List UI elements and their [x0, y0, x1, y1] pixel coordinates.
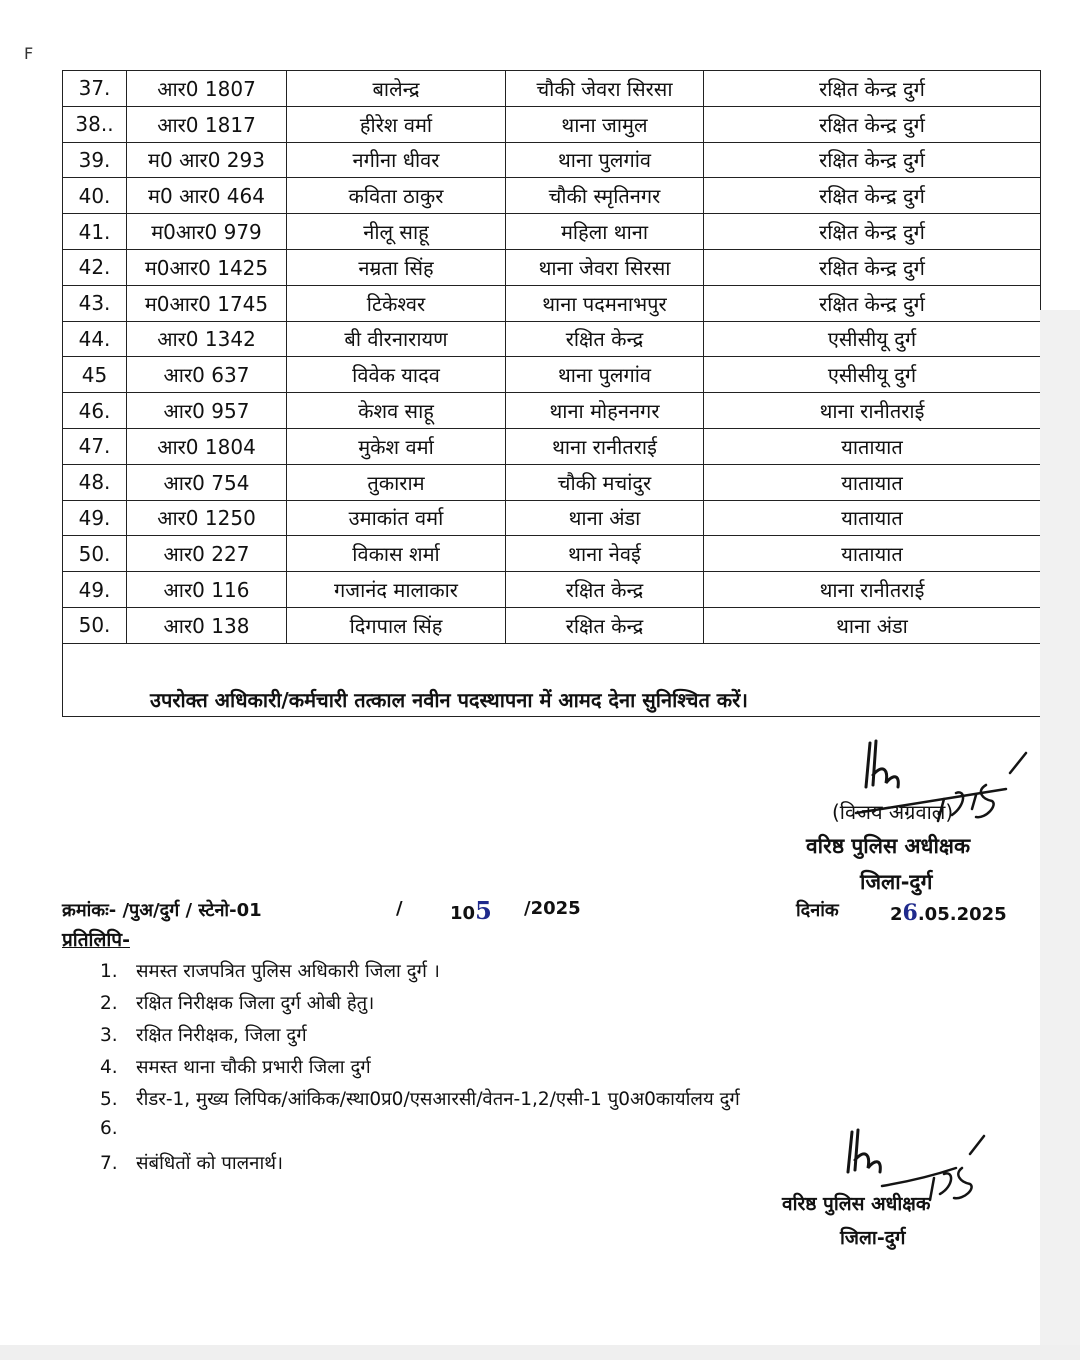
new-posting-cell: रक्षित केन्द्र दुर्ग [704, 178, 1041, 214]
reference-slash: / [396, 898, 403, 919]
serial-number-cell: 39. [63, 142, 127, 178]
new-posting-cell: रक्षित केन्द्र दुर्ग [704, 142, 1041, 178]
date-day-printed: 2 [890, 904, 903, 925]
page-edge-shadow [1040, 310, 1080, 1350]
new-posting-cell: रक्षित केन्द्र दुर्ग [704, 214, 1041, 250]
signatory-title: वरिष्ठ पुलिस अधीक्षक [806, 834, 971, 858]
table-row [63, 357, 1041, 393]
badge-number-cell: आर0 1342 [127, 321, 287, 357]
reference-year: /2025 [524, 898, 581, 919]
second-signatory-title: वरिष्ठ पुलिस अधीक्षक [782, 1193, 931, 1215]
current-posting-cell: रक्षित केन्द्र [506, 572, 704, 608]
copy-item-text: समस्त राजपत्रित पुलिस अधिकारी जिला दुर्ग । [136, 961, 440, 982]
serial-number-cell: 44. [63, 321, 127, 357]
badge-number-cell: आर0 637 [127, 357, 287, 393]
issue-date [890, 900, 1007, 926]
serial-number-cell: 46. [63, 393, 127, 429]
badge-number-cell: आर0 227 [127, 536, 287, 572]
copy-item-text: रीडर-1, मुख्य लिपिक/आंकिक/स्था0प्र0/एसआरसी/वेतन-1,2/एसी-1 पु0अ0कार्यालय दुर्ग [136, 1089, 740, 1110]
new-posting-cell: यातायात [704, 428, 1041, 464]
serial-number-cell: 43. [63, 285, 127, 321]
current-posting-cell: थाना पुलगांव [506, 142, 704, 178]
copy-item-text: संबंधितों को पालनार्थ। [136, 1153, 284, 1174]
reference-dispatch-number [450, 896, 492, 925]
serial-number-cell: 42. [63, 249, 127, 285]
table-row [63, 607, 1041, 643]
dispatch-number-printed: 10 [450, 903, 476, 924]
copy-list-item [100, 1022, 740, 1054]
badge-number-cell: आर0 1250 [127, 500, 287, 536]
employee-name-cell: तुकाराम [287, 464, 506, 500]
new-posting-cell: थाना अंडा [704, 607, 1041, 643]
current-posting-cell: रक्षित केन्द्र [506, 607, 704, 643]
page-bottom-shadow [0, 1345, 1080, 1360]
date-day-handwritten: 6 [902, 900, 918, 926]
copy-item-text: रक्षित निरीक्षक जिला दुर्ग ओबी हेतु। [136, 993, 375, 1014]
employee-name-cell: दिगपाल सिंह [287, 607, 506, 643]
new-posting-cell: थाना रानीतराई [704, 393, 1041, 429]
table-row [63, 428, 1041, 464]
badge-number-cell: म0आर0 1745 [127, 285, 287, 321]
employee-name-cell: बी वीरनारायण [287, 321, 506, 357]
table-row [63, 464, 1041, 500]
badge-number-cell: म0आर0 1425 [127, 249, 287, 285]
copy-item-number: 2. [100, 993, 118, 1014]
serial-number-cell: 49. [63, 572, 127, 608]
new-posting-cell: यातायात [704, 500, 1041, 536]
new-posting-cell: रक्षित केन्द्र दुर्ग [704, 285, 1041, 321]
current-posting-cell: थाना जेवरा सिरसा [506, 249, 704, 285]
copy-list-item [100, 1054, 740, 1086]
serial-number-cell: 49. [63, 500, 127, 536]
current-posting-cell: रक्षित केन्द्र [506, 321, 704, 357]
copy-list-item [100, 1086, 740, 1118]
instruction-text: उपरोक्त अधिकारी/कर्मचारी तत्काल नवीन पदस्थापना में आमद देना सुनिश्चित करें। [150, 688, 748, 712]
corner-mark: F [24, 44, 34, 63]
serial-number-cell: 50. [63, 607, 127, 643]
copy-item-number: 1. [100, 961, 118, 982]
current-posting-cell: थाना मोहननगर [506, 393, 704, 429]
serial-number-cell: 48. [63, 464, 127, 500]
copy-list-item [100, 958, 740, 990]
serial-number-cell: 41. [63, 214, 127, 250]
signatory-name: (विजय अग्रवाल) [832, 800, 954, 824]
current-posting-cell: थाना जामुल [506, 106, 704, 142]
badge-number-cell: म0 आर0 464 [127, 178, 287, 214]
table-row [63, 214, 1041, 250]
table-row [63, 71, 1041, 107]
new-posting-cell: रक्षित केन्द्र दुर्ग [704, 106, 1041, 142]
copy-item-number: 4. [100, 1057, 118, 1078]
current-posting-cell: चौकी जेवरा सिरसा [506, 71, 704, 107]
copy-list-item [100, 1118, 740, 1150]
new-posting-cell: यातायात [704, 464, 1041, 500]
table-row [63, 106, 1041, 142]
employee-name-cell: मुकेश वर्मा [287, 428, 506, 464]
badge-number-cell: म0आर0 979 [127, 214, 287, 250]
copy-item-number: 6. [100, 1118, 118, 1139]
current-posting-cell: महिला थाना [506, 214, 704, 250]
new-posting-cell: एसीसीयू दुर्ग [704, 321, 1041, 357]
employee-name-cell: विकास शर्मा [287, 536, 506, 572]
copy-item-number: 5. [100, 1089, 118, 1110]
employee-name-cell: टिकेश्वर [287, 285, 506, 321]
second-signatory-district: जिला-दुर्ग [840, 1227, 906, 1249]
current-posting-cell: थाना पुलगांव [506, 357, 704, 393]
current-posting-cell: थाना अंडा [506, 500, 704, 536]
badge-number-cell: आर0 754 [127, 464, 287, 500]
new-posting-cell: यातायात [704, 536, 1041, 572]
table-row [63, 393, 1041, 429]
table-row [63, 178, 1041, 214]
badge-number-cell: आर0 1807 [127, 71, 287, 107]
copy-item-text: समस्त थाना चौकी प्रभारी जिला दुर्ग [136, 1057, 371, 1078]
serial-number-cell: 40. [63, 178, 127, 214]
serial-number-cell: 37. [63, 71, 127, 107]
copy-item-number: 7. [100, 1153, 118, 1174]
current-posting-cell: थाना नेवई [506, 536, 704, 572]
table-row [63, 536, 1041, 572]
date-label: दिनांक [796, 900, 839, 921]
new-posting-cell: रक्षित केन्द्र दुर्ग [704, 249, 1041, 285]
new-posting-cell: रक्षित केन्द्र दुर्ग [704, 71, 1041, 107]
employee-name-cell: नम्रता सिंह [287, 249, 506, 285]
badge-number-cell: आर0 957 [127, 393, 287, 429]
serial-number-cell: 47. [63, 428, 127, 464]
date-rest: .05.2025 [917, 904, 1007, 925]
employee-name-cell: गजानंद मालाकार [287, 572, 506, 608]
employee-name-cell: उमाकांत वर्मा [287, 500, 506, 536]
copy-item-text: रक्षित निरीक्षक, जिला दुर्ग [136, 1025, 307, 1046]
dispatch-number-handwritten: 5 [475, 896, 492, 925]
new-posting-cell: एसीसीयू दुर्ग [704, 357, 1041, 393]
employee-name-cell: केशव साहू [287, 393, 506, 429]
employee-name-cell: बालेन्द्र [287, 71, 506, 107]
copy-item-number: 3. [100, 1025, 118, 1046]
badge-number-cell: म0 आर0 293 [127, 142, 287, 178]
copy-list-item [100, 1150, 740, 1182]
serial-number-cell: 50. [63, 536, 127, 572]
table-row [63, 285, 1041, 321]
employee-name-cell: विवेक यादव [287, 357, 506, 393]
table-row [63, 572, 1041, 608]
copy-list-item [100, 990, 740, 1022]
badge-number-cell: आर0 1804 [127, 428, 287, 464]
serial-number-cell: 45 [63, 357, 127, 393]
employee-name-cell: कविता ठाकुर [287, 178, 506, 214]
badge-number-cell: आर0 116 [127, 572, 287, 608]
current-posting-cell: थाना पदमनाभपुर [506, 285, 704, 321]
employee-name-cell: नगीना धीवर [287, 142, 506, 178]
current-posting-cell: चौकी स्मृतिनगर [506, 178, 704, 214]
badge-number-cell: आर0 1817 [127, 106, 287, 142]
signatory-district: जिला-दुर्ग [860, 870, 933, 894]
employee-name-cell: नीलू साहू [287, 214, 506, 250]
table-row [63, 142, 1041, 178]
transfer-table [62, 70, 1041, 644]
employee-name-cell: हीरेश वर्मा [287, 106, 506, 142]
copy-list [100, 958, 740, 1182]
copy-heading: प्रतिलिपि- [62, 929, 130, 951]
table-row [63, 321, 1041, 357]
new-posting-cell: थाना रानीतराई [704, 572, 1041, 608]
badge-number-cell: आर0 138 [127, 607, 287, 643]
serial-number-cell: 38.. [63, 106, 127, 142]
table-row [63, 500, 1041, 536]
reference-number: क्रमांकः- /पुअ/दुर्ग / स्टेनो-01 [62, 900, 262, 921]
current-posting-cell: चौकी मचांदुर [506, 464, 704, 500]
current-posting-cell: थाना रानीतराई [506, 428, 704, 464]
table-row [63, 249, 1041, 285]
